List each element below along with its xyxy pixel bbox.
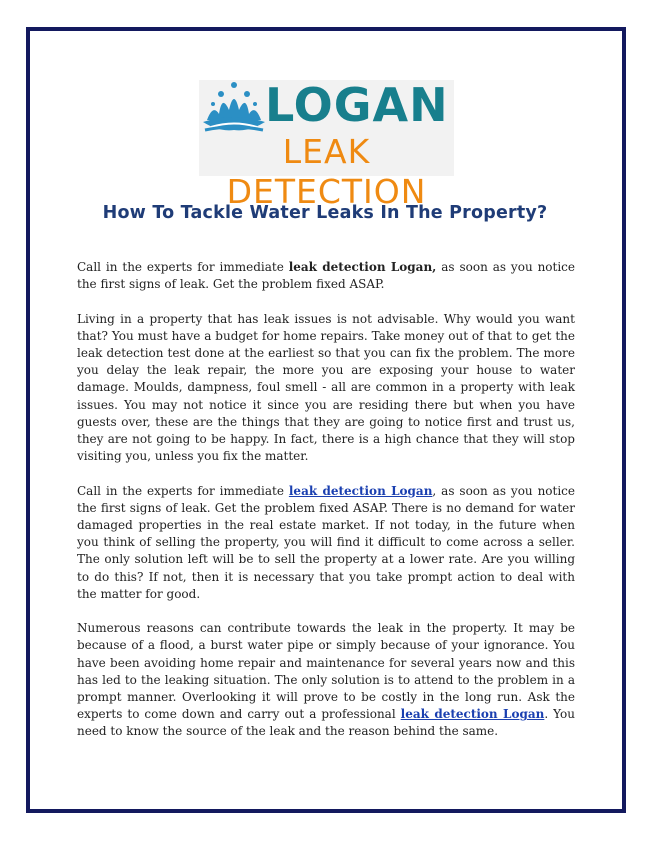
paragraph-text: , as soon as you notice the first signs of leak. Get the problem fixed ASAP. There is no demand for water damaged properties in the real estate market. If not today, in the future when you think of selling the property, you will find it difficult to come across a seller. The only solution left will be to sell the property at a lower rate. Are you willing to do this? If not, then it is necessary that you take prompt action to deal with the matter for good. xyxy=(77,483,576,601)
paragraph-text: Call in the experts for immediate xyxy=(77,260,289,274)
paragraph-text: . You need to know the source of the leak and the reason behind the same. xyxy=(77,707,576,739)
logo-text-logan: LOGAN xyxy=(265,78,449,132)
paragraph-text: Call in the experts for immediate xyxy=(77,483,289,498)
page-title: How To Tackle Water Leaks In The Property? xyxy=(102,203,548,223)
bold-keyword: leak detection Logan, xyxy=(288,260,437,274)
article-body xyxy=(77,259,575,758)
logo-text-leak-detection: LEAK DETECTION xyxy=(226,132,427,211)
paragraph-text: as soon as you notice the first signs of leak. Get the problem fixed ASAP. xyxy=(77,260,576,292)
leak-detection-link[interactable]: leak detection Logan xyxy=(288,483,433,498)
paragraph-text: Numerous reasons can contribute towards the leak in the property. It may be because of a flood, a burst water pipe or simply because of your ignorance. You have been avoiding home repair and maintenance for several years now and this has led to the leaking situation. The only solution is to attend to the problem in a prompt manner. Overlooking it will prove to be costly in the long run. Ask the experts to come down and carry out a professional xyxy=(77,621,575,722)
water-splash-crown-icon xyxy=(199,80,269,136)
paragraph-2: Living in a property that has leak issues is not advisable. Why would you want that? You must have a budget for home repairs. Take money out of that to get the leak detection test done at the earliest so that you can fix the problem. The more you delay the leak repair, the more you are exposing your house to water damage. Moulds, dampness, foul smell - all are common in a property with leak issues. You may not notice it since you are residing there but when you have guests over, these are the things that they are going to notice first and trust us, they are not going to be happy. In fact, there is a high chance that they will stop visiting you, unless you fix the matter. xyxy=(77,311,575,464)
paragraph-3 xyxy=(77,483,575,603)
paragraph-1 xyxy=(77,259,575,293)
leak-detection-link[interactable]: leak detection Logan xyxy=(400,707,545,722)
paragraph-4 xyxy=(77,620,575,740)
logan-leak-detection-logo xyxy=(199,78,454,211)
